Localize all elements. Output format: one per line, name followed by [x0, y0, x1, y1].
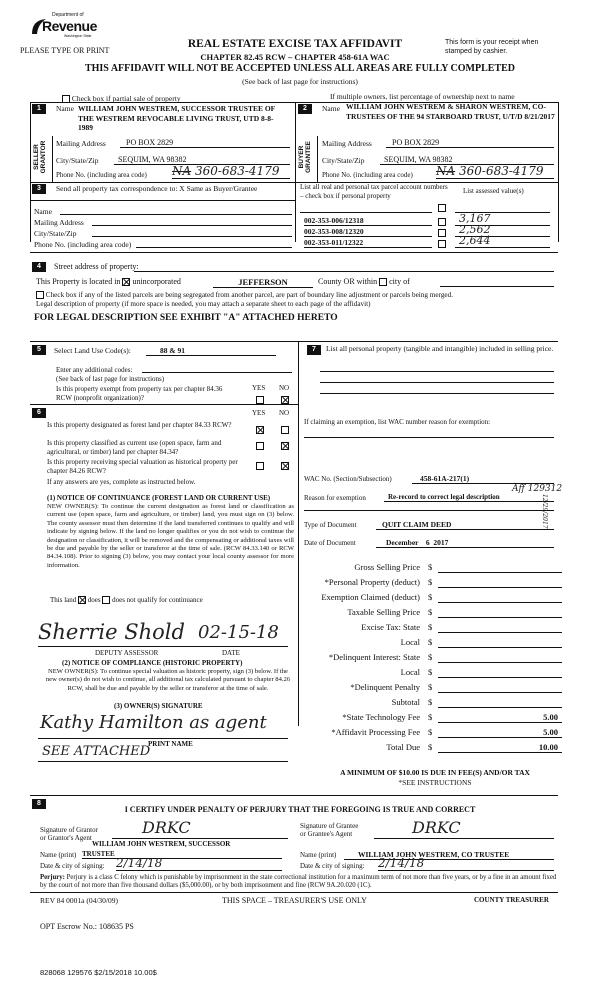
yes-header: YES	[252, 384, 266, 392]
buyer-name-label: Name	[322, 104, 340, 113]
seller-name-label: Name	[56, 104, 74, 113]
no-header: NO	[279, 384, 290, 392]
section-2-number: 2	[298, 104, 312, 114]
forest-yes-checkbox[interactable]	[256, 426, 264, 434]
parcel-number[interactable]: 002-353-006/12318	[304, 216, 432, 226]
seller-side-label: SELLER GRANTOR	[33, 140, 47, 174]
seller-city-label: City/State/Zip	[56, 156, 99, 165]
assessed-header: List assessed value(s)	[463, 187, 524, 195]
seller-name[interactable]: WILLIAM JOHN WESTREM, SUCCESSOR TRUSTEE OF THE WESTREM REVOCABLE LIVING TRUST, UTD 8-8-1989	[78, 104, 275, 132]
historic-yes-checkbox[interactable]	[256, 462, 264, 470]
correspondence-label: Send all property tax correspondence to: X Same as Buyer/Grantee	[56, 184, 258, 193]
fee-value[interactable]: 5.00	[438, 712, 562, 723]
city-checkbox[interactable]	[379, 278, 387, 286]
legal-description[interactable]: FOR LEGAL DESCRIPTION SEE EXHIBIT "A" ATTACHED HERETO	[34, 313, 338, 323]
date-label: DATE	[222, 649, 240, 657]
fee-row: Exemption Claimed (deduct) $	[302, 592, 562, 607]
does-not-checkbox[interactable]	[102, 596, 110, 604]
city-row: County OR within city of	[318, 277, 410, 286]
fee-value[interactable]	[438, 667, 562, 678]
doc-date-label: Date of Document	[304, 539, 356, 547]
no-header: NO	[279, 409, 290, 417]
corr-mailing-label: Mailing Address	[34, 218, 84, 227]
city-field[interactable]	[440, 277, 554, 287]
notice-compliance-body: NEW OWNER(S): To continue special valuation as historic property, sign (3) below. If the new owner(s) do not wish to continue, all additional tax calculated pursuant to chapter 84.26 RCW, shall be due and payable by the seller or transferor at the time of sale.	[45, 668, 291, 692]
buyer-phone-label: Phone No. (including area code)	[322, 171, 413, 179]
owner-signature[interactable]: Kathy Hamilton as agent	[40, 712, 267, 733]
assessed-value[interactable]: 2,562	[455, 223, 550, 237]
corr-name-field[interactable]	[60, 206, 292, 215]
grantor-print-name[interactable]: TRUSTEE	[82, 850, 282, 859]
doc-type[interactable]: QUIT CLAIM DEED	[376, 520, 554, 530]
partial-sale-label: Check box if partial sale of property	[71, 94, 181, 103]
parcel-number[interactable]: 002-353-011/12322	[304, 238, 432, 248]
grantee-print-label: Name (print)	[300, 851, 337, 859]
multiple-owners-note: If multiple owners, list percentage of ownership next to name	[330, 92, 515, 101]
fee-value[interactable]	[438, 697, 562, 708]
section-4-number: 4	[32, 262, 46, 272]
certify-statement: I CERTIFY UNDER PENALTY OF PERJURY THAT THE FOREGOING IS TRUE AND CORRECT	[124, 805, 476, 814]
assessor-date[interactable]: 02-15-18	[198, 622, 279, 643]
street-address-label: Street address of property:	[54, 262, 139, 271]
yes-header: YES	[252, 409, 266, 417]
escrow-number: OPT Escrow No.: 108635 PS	[40, 922, 134, 931]
exemption-question: If claiming an exemption, list WAC number reason for exemption:	[304, 418, 491, 426]
personal-property-line[interactable]	[320, 364, 554, 372]
personal-property-checkbox[interactable]	[438, 218, 446, 226]
does-checkbox[interactable]	[78, 596, 86, 604]
forest-no-checkbox[interactable]	[281, 426, 289, 434]
grantor-signature-label: Signature of Grantor or Grantor's Agent	[40, 826, 98, 842]
exemption-line[interactable]	[304, 430, 554, 438]
assessed-value[interactable]: 3,167	[455, 212, 550, 226]
personal-property-line[interactable]	[320, 375, 554, 383]
buyer-mailing-label: Mailing Address	[322, 139, 372, 148]
fee-row: *Affidavit Processing Fee $ 5.00	[302, 727, 562, 742]
exempt-no-checkbox[interactable]	[281, 396, 289, 404]
assessor-signature[interactable]: Sherrie Shold	[38, 620, 185, 644]
deputy-assessor-label: DEPUTY ASSESSOR	[95, 649, 159, 657]
fee-value[interactable]: 5.00	[438, 727, 562, 738]
fee-row: *Delinquent Penalty $	[302, 682, 562, 697]
county-treasurer-label: COUNTY TREASURER	[474, 896, 549, 904]
section-1-number: 1	[32, 104, 46, 114]
corr-city-label: City/State/Zip	[34, 229, 77, 238]
seller-city[interactable]: SEQUIM, WA 98382	[114, 155, 290, 165]
reason-label: Reason for exemption	[304, 494, 366, 502]
fee-row: Taxable Selling Price $	[302, 607, 562, 622]
current-use-yes-checkbox[interactable]	[256, 442, 264, 450]
logo-word: Revenue	[42, 18, 97, 34]
if-yes-note: If any answers are yes, complete as instructed below.	[47, 478, 196, 486]
assessed-value[interactable]: 2,644	[455, 234, 550, 248]
buyer-city[interactable]: SEQUIM, WA 98382	[380, 155, 554, 165]
perjury-statement: Perjury: Perjury is a class C felony which is punishable by imprisonment in the state correctional institution for a maximum term of not more than five years, or by a fine in an amount fixed by the court of not more than five thousand dollars ($5,000.00), or by both imprisonment and fine (RCW 9A.20.020 (1C).	[40, 874, 557, 890]
fee-value[interactable]	[438, 622, 562, 633]
fee-row: *State Technology Fee $ 5.00	[302, 712, 562, 727]
legal-desc-label: Legal description of property (if more space is needed, you may attach a separate sheet to each page of the affidavit)	[36, 300, 371, 308]
section-6-number: 6	[32, 408, 46, 418]
personal-property-checkbox[interactable]	[438, 229, 446, 237]
buyer-name[interactable]: WILLIAM JOHN WESTREM & SHARON WESTREM, CO-TRUSTEES OF THE 94 STARBOARD TRUST, U/T/D 8/21/2017	[346, 102, 555, 121]
unincorporated-checkbox[interactable]	[122, 278, 130, 286]
land-use-code[interactable]: 88 & 91	[146, 346, 276, 356]
additional-codes-field[interactable]	[142, 365, 292, 373]
corr-phone-label: Phone No. (including area code)	[34, 240, 132, 249]
historic-question: Is this property receiving special valuation as historical property per chapter 84.26 RCW?	[47, 458, 238, 475]
fee-value[interactable]	[438, 637, 562, 648]
grantor-signature[interactable]: DRKC	[142, 818, 191, 837]
print-name-value[interactable]: SEE ATTACHED	[42, 744, 151, 759]
see-back: (See back of last page for instructions)	[242, 77, 358, 86]
seller-mailing-label: Mailing Address	[56, 139, 106, 148]
buyer-city-label: City/State/Zip	[322, 156, 365, 165]
seller-phone[interactable]: NA 360-683-4179	[172, 164, 290, 179]
fee-row: *Personal Property (deduct) $	[302, 577, 562, 592]
see-instructions: *SEE INSTRUCTIONS	[398, 778, 472, 787]
fee-row: Excise Tax: State $	[302, 622, 562, 637]
doc-date[interactable]: December 6 2017	[376, 538, 554, 548]
logo-top-text: Department of	[52, 12, 84, 18]
personal-property-checkbox[interactable]	[438, 240, 446, 248]
grantor-print-label: Name (print)	[40, 851, 77, 859]
personal-property-label: List all personal property (tangible and intangible) included in selling price.	[326, 344, 554, 353]
buyer-side-label: BUYER GRANTEE	[298, 141, 312, 173]
section-3-number: 3	[32, 184, 46, 194]
wac-label: WAC No. (Section/Subsection)	[304, 475, 392, 483]
section-7-number: 7	[307, 345, 321, 355]
grantee-date[interactable]: 2/14/18	[378, 856, 554, 871]
corr-name-label: Name	[34, 207, 52, 216]
owner-signature-title: (3) OWNER(S) SIGNATURE	[114, 702, 203, 710]
cashier-stamp: 828068 129576 $2/15/2018 10.00$	[40, 968, 157, 977]
form-warning: THIS AFFIDAVIT WILL NOT BE ACCEPTED UNLESS ALL AREAS ARE FULLY COMPLETED	[84, 63, 516, 74]
logo-bottom-text: Washington State	[64, 34, 92, 38]
seller-phone-label: Phone No. (including area code)	[56, 171, 147, 179]
fee-row: Gross Selling Price $	[302, 562, 562, 577]
location-row: This Property is located in unincorporated	[36, 277, 181, 286]
fee-row: Local $	[302, 667, 562, 682]
grantor-date-label: Date & city of signing:	[40, 862, 105, 870]
doc-type-label: Type of Document	[304, 521, 357, 529]
corr-city-field[interactable]	[92, 228, 292, 237]
grantor-date[interactable]: 2/14/18	[116, 856, 282, 871]
notice-continuance-body: NEW OWNER(S): To continue the current designation as forest land or classification as current use (open space, farm and agriculture, or timber) land, you must sign on (3) below. The county assessor must then determine if the land transferred continues to qualify and will indicate by signing below. If the land no longer qualifies or you do not wish to continue the designation or classification, it will be removed and the compensating or additional taxes will be due and payable by the seller or transferor at the time of sale. (RCW 84.33.140 or RCW 84.34.108). Prior to signing (3) below, you may contact your local county assessor for more information.	[47, 503, 294, 569]
section-5-number: 5	[32, 345, 46, 355]
section-8-number: 8	[32, 799, 46, 809]
parcel-header: List all real and personal tax parcel account numbers – check box if personal property	[300, 183, 448, 200]
print-name-label: PRINT NAME	[148, 740, 193, 748]
affidavit-note: Aff 129312	[512, 484, 563, 494]
current-use-question: Is this property classified as current use (open space, farm and agricultural, or timber) land per chapter 84.34?	[47, 439, 222, 456]
minimum-due-note: A MINIMUM OF $10.00 IS DUE IN FEE(S) AND/OR TAX	[340, 768, 530, 777]
buyer-phone[interactable]: NA 360-683-4179	[436, 164, 554, 179]
wac-number[interactable]: 458-61A-217(1)	[412, 474, 554, 484]
fee-value[interactable]: 10.00	[438, 742, 562, 753]
treasurer-use-label: THIS SPACE – TREASURER'S USE ONLY	[222, 896, 367, 905]
fee-value[interactable]	[438, 592, 562, 603]
exemption-reason[interactable]: Re-record to correct legal description	[384, 493, 554, 502]
form-revision: REV 84 0001a (04/30/09)	[40, 896, 118, 905]
continuance-row: This land does does not qualify for continuance	[50, 596, 203, 604]
county-field[interactable]: JEFFERSON	[213, 277, 313, 288]
fee-value[interactable]	[438, 562, 562, 573]
fee-value[interactable]	[438, 682, 562, 693]
exempt-question: Is this property exempt from property tax per chapter 84.36 RCW (nonprofit organization)?	[56, 385, 223, 402]
please-type: PLEASE TYPE OR PRINT	[20, 46, 110, 55]
personal-property-line[interactable]	[320, 386, 554, 394]
grantee-print-name[interactable]: WILLIAM JOHN WESTREM, CO TRUSTEE	[344, 850, 554, 860]
revenue-logo	[30, 12, 100, 42]
personal-property-checkbox[interactable]	[438, 204, 446, 212]
notice-compliance-title: (2) NOTICE OF COMPLIANCE (HISTORIC PROPERTY)	[62, 659, 243, 667]
current-use-no-checkbox[interactable]	[281, 442, 289, 450]
land-use-see-back: (See back of last page for instructions)	[56, 375, 165, 383]
buyer-mailing[interactable]: PO BOX 2829	[386, 138, 554, 148]
forest-land-question: Is this property designated as forest land per chapter 84.33 RCW?	[47, 421, 232, 429]
fee-row: Total Due $ 10.00	[302, 742, 562, 757]
fee-row: Local $	[302, 637, 562, 652]
grantee-date-label: Date & city of signing:	[300, 862, 365, 870]
form-title: REAL ESTATE EXCISE TAX AFFIDAVIT	[187, 38, 403, 50]
additional-codes-label: Enter any additional codes:	[56, 366, 133, 374]
corr-phone-field[interactable]	[136, 239, 292, 248]
fee-row: Subtotal $	[302, 697, 562, 712]
parcel-number[interactable]: 002-353-008/12320	[304, 227, 432, 237]
land-use-label: Select Land Use Code(s):	[54, 346, 131, 355]
receipt-note: This form is your receipt when stamped by cashier.	[445, 39, 539, 55]
fee-value[interactable]	[438, 652, 562, 663]
grantee-signature-label: Signature of Grantee or Grantee's Agent	[300, 822, 359, 838]
exempt-yes-checkbox[interactable]	[256, 396, 264, 404]
notice-continuance-title: (1) NOTICE OF CONTINUANCE (FOREST LAND OR CURRENT USE)	[47, 494, 271, 502]
fee-row: *Delinquent Interest: State $	[302, 652, 562, 667]
grantee-signature[interactable]: DRKC	[412, 818, 461, 837]
seller-mailing[interactable]: PO BOX 2829	[120, 138, 290, 148]
street-address-field[interactable]	[134, 262, 554, 272]
form-subtitle: CHAPTER 82.45 RCW – CHAPTER 458-61A WAC	[200, 52, 390, 62]
fee-value[interactable]	[438, 607, 562, 618]
segregated-row: Check box if any of the listed parcels are being segregated from another parcel, are part of boundary line adjustment or parcels being merged.	[36, 291, 556, 299]
reason-line-2[interactable]	[304, 504, 554, 511]
fee-value[interactable]	[438, 577, 562, 588]
corr-mailing-field[interactable]	[92, 217, 292, 226]
historic-no-checkbox[interactable]	[281, 462, 289, 470]
segregated-checkbox[interactable]	[36, 291, 44, 299]
grantor-name: WILLIAM JOHN WESTREM, SUCCESSOR	[92, 840, 231, 848]
affidavit-note-date: 12/29/2017	[541, 494, 548, 529]
